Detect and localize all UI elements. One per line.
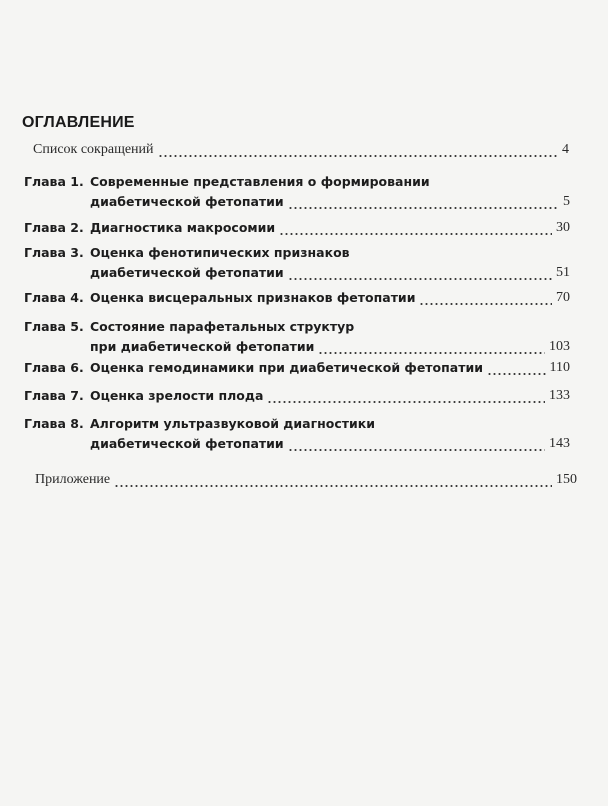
chapter-title-line: Диагностика макросомии [90, 220, 276, 235]
dot-leader [288, 434, 545, 454]
chapter-label: Глава 5. [24, 319, 84, 334]
dot-leader [158, 140, 558, 160]
entry-page: 5 [563, 194, 570, 209]
dot-leader [267, 386, 545, 406]
entry-page: 30 [556, 220, 570, 235]
chapter-title-line: Оценка гемодинамики при диабетической фетопатии [90, 360, 483, 375]
entry-page: 70 [556, 290, 570, 305]
entry-page: 103 [549, 339, 570, 354]
chapter-title-line: Современные представления о формировании [90, 174, 430, 189]
chapter-title-line: Оценка зрелости плода [90, 388, 264, 403]
entry-title: Приложение [35, 472, 111, 487]
dot-leader [279, 218, 552, 238]
dot-leader [114, 470, 552, 490]
chapter-title-line: Алгоритм ультразвуковой диагностики [90, 416, 376, 431]
chapter-title-line: диабетической фетопатии [90, 265, 284, 280]
chapter-label: Глава 1. [24, 174, 84, 189]
dot-leader [288, 263, 552, 283]
chapter-label: Глава 6. [24, 360, 84, 375]
chapter-label: Глава 3. [24, 245, 84, 260]
entry-page: 143 [549, 436, 570, 451]
chapter-title-line: диабетической фетопатии [90, 194, 284, 209]
chapter-label: Глава 2. [24, 220, 84, 235]
chapter-title-line: при диабетической фетопатии [90, 339, 315, 354]
entry-page: 4 [562, 142, 569, 157]
chapter-label: Глава 7. [24, 388, 84, 403]
entry-page: 133 [549, 388, 570, 403]
dot-leader [318, 337, 545, 357]
entry-page: 51 [556, 265, 570, 280]
chapter-label: Глава 8. [24, 416, 84, 431]
dot-leader [419, 288, 552, 308]
chapter-title-line: Состояние парафетальных структур [90, 319, 355, 334]
chapter-title-line: диабетической фетопатии [90, 436, 284, 451]
chapter-title-line: Оценка висцеральных признаков фетопатии [90, 290, 416, 305]
dot-leader [288, 192, 559, 212]
toc-entry-appendix[interactable] [35, 470, 577, 490]
chapter-label: Глава 4. [24, 290, 84, 305]
entry-page: 150 [556, 472, 577, 487]
chapter-title-line: Оценка фенотипических признаков [90, 245, 350, 260]
entry-page: 110 [549, 360, 570, 375]
dot-leader [487, 358, 546, 378]
toc-entry-abbreviations[interactable] [33, 140, 569, 160]
toc-heading: ОГЛАВЛЕНИЕ [22, 114, 135, 131]
entry-title: Список сокращений [33, 142, 154, 157]
